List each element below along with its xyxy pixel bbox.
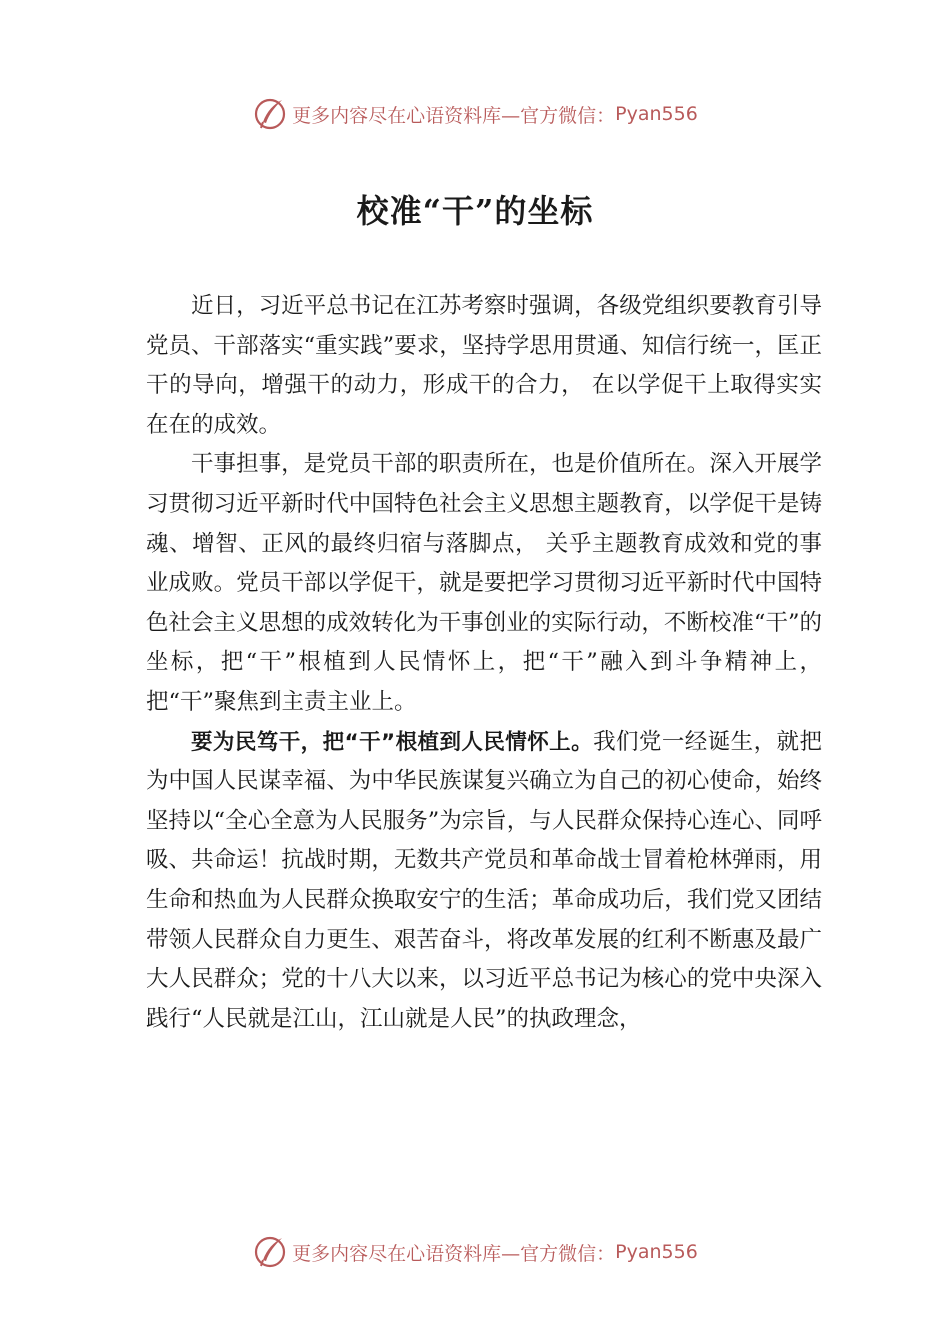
paragraph-text: 我们党一经诞生，就把为中国人民谋幸福、为中华民族谋复兴确立为自己的初心使命，始终坚持以“全心全意为人民服务”为宗旨，与人民群众保持心连心、同呼吸、共命运！抗战时期，无数共产党员和革命战士冒着枪林弹雨，用生命和热血为人民群众换取安宁的生活；革命成功后，我们党又团结带领人民群众自力更生、艰苦奋斗，将改革发展的红利不断惠及最广大人民群众；党的十八大以来，以习近平总书记为核心的党中央深入践行“人民就是江山，江山就是人民”的执政理念， <box>146 728 822 1032</box>
banner-text: 更多内容尽在心语资料库—官方微信： <box>292 1242 616 1265</box>
page-title: 校准“干”的坐标 <box>356 192 594 230</box>
paragraph-text: 干事担事，是党员干部的职责所在，也是价值所在。深入开展学习贯彻习近平新时代中国特色社会主义思想主题教育，以学促干是铸魂、增智、正风的最终归宿与落脚点， 关乎主题教育成效和党的事业成败。党员干部以学促干，就是要把学习贯彻习近平新时代中国特色社会主义思想的成效转化为干事创业的实际行动，不断校准“干”的坐标，把“干”根植到人民情怀上，把“干”融入到斗争精神上，把“干”聚焦到主责主业上。 <box>146 451 822 715</box>
paragraph-lead: 要为民笃干，把“干”根植到人民情怀上。 <box>191 729 594 755</box>
banner-text: 更多内容尽在心语资料库—官方微信： <box>292 104 616 127</box>
footer-banner <box>0 1232 950 1272</box>
paragraph <box>146 445 822 722</box>
quill-pen-circle-icon <box>252 96 288 132</box>
header-banner <box>0 94 950 134</box>
wechat-id: Pyan556 <box>615 1241 698 1263</box>
article-body <box>146 287 822 1039</box>
paragraph <box>146 723 822 1040</box>
wechat-id: Pyan556 <box>615 103 698 125</box>
paragraph <box>146 287 822 445</box>
quill-pen-circle-icon <box>252 1234 288 1270</box>
paragraph-text: 近日，习近平总书记在江苏考察时强调，各级党组织要教育引导党员、干部落实“重实践”要求，坚持学思用贯通、知信行统一，匡正干的导向，增强干的动力，形成干的合力， 在以学促干上取得实实在在的成效。 <box>146 293 822 438</box>
